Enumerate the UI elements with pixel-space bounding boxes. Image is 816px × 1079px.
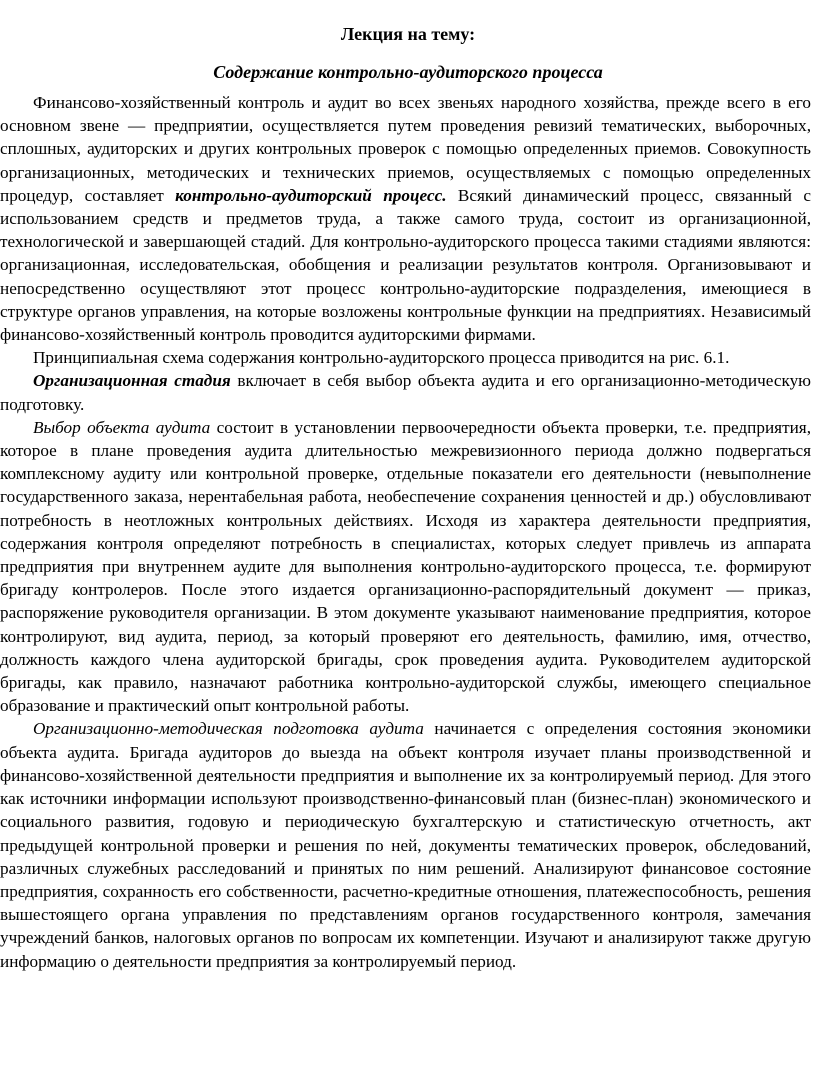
lecture-subtitle: Содержание контрольно-аудиторского процесса (213, 62, 603, 82)
paragraph-1-text-b: Всякий динамический процесс, связанный с использованием средств и предметов труда, а также самого труда, состоит из организационной, технологической и завершающей стадий. Для контрольно-аудиторского процесса такими стадиями являются: организационная, исследовательская, обобщения и реализации результатов контроля. Организовывают и непосредственно осуществляют этот процесс контрольно-аудиторские подразделения, имеющиеся в структуре органов управления, на которые возложены контрольные функции на предприятиях. Независимый финансово-хозяйственный контроль проводится аудиторскими фирмами. (0, 185, 811, 345)
document-body (0, 91, 813, 973)
lecture-heading: Лекция на тему: (340, 24, 476, 44)
paragraph-1 (0, 91, 813, 346)
paragraph-5 (0, 717, 813, 972)
paragraph-4-text: состоит в установлении первоочередности объекта проверки, т.е. предприятия, которое в плане проведения аудита длительностью межревизионного периода должно подвергаться комплексному аудиту или контрольной проверке, отдельные показатели его деятельности (невыполнение государственного заказа, нерентабельная работа, необеспечение сохранения ценностей и др.) обусловливают потребность в неотложных контрольных действиях. Исходя из характера деятельности предприятия, содержания контроля определяют потребность в специалистах, которых следует привлечь из аппарата предприятия при внутреннем аудите для выполнения контрольно-аудиторского процесса, т.е. формируют бригаду контролеров. После этого издается организационно-распорядительный документ — приказ, распоряжение руководителя организации. В этом документе указывают наименование предприятия, которое контролируют, вид аудита, период, за который проверяют его деятельность, фамилию, имя, отчество, должность каждого члена аудиторской бригады, срок проведения аудита. Руководителем аудиторской бригады, как правило, назначают работника контрольно-аудиторской службы, имеющего специальное образование и практический опыт контрольной работы. (0, 417, 811, 716)
paragraph-3-text: включает в себя выбор объекта аудита и его организационно-методическую подготовку. (0, 371, 811, 414)
paragraph-1-text-a: Финансово-хозяйственный контроль и аудит во всех звеньях народного хозяйства, прежде всего в его основном звене — предприятии, осуществляется путем проведения ревизий тематических, выборочных, сплошных, аудиторских и других контрольных проверок с помощью определенных приемов. Совокупность организационных, методических и технических приемов, осуществляемых с помощью определенных процедур, составляет (0, 93, 811, 205)
paragraph-4 (0, 416, 813, 718)
paragraph-3 (0, 369, 813, 415)
paragraph-5-term: Организационно-методическая подготовка аудита (33, 719, 424, 739)
paragraph-3-term: Организационная стадия (33, 371, 231, 391)
paragraph-1-term: контрольно-аудиторский процесс. (175, 185, 447, 205)
paragraph-2: Принципиальная схема содержания контрольно-аудиторского процесса приводится на рис. 6.1. (33, 348, 730, 368)
paragraph-4-term: Выбор объекта аудита (33, 417, 211, 437)
paragraph-5-text: начинается с определения состояния экономики объекта аудита. Бригада аудиторов до выезда на объект контроля изучает планы производственной и финансово-хозяйственной деятельности предприятия и выполнение их за контролируемый период. Для этого как источники информации используют производственно-финансовый план (бизнес-план) экономического и социального развития, годовую и периодическую бухгалтерскую и статистическую отчетность, акт предыдущей контрольной проверки и решения по ней, документы тематических проверок, обследований, различных служебных расследований и принятых по ним решений. Анализируют финансовое состояние предприятия, сохранность его собственности, расчетно-кредитные отношения, платежеспособность, решения вышестоящего органа управления по представлениям органов государственного контроля, замечания учреждений банков, налоговых органов по вопросам их компетенции. Изучают и анализируют также другую информацию о деятельности предприятия за контролируемый период. (0, 719, 811, 971)
